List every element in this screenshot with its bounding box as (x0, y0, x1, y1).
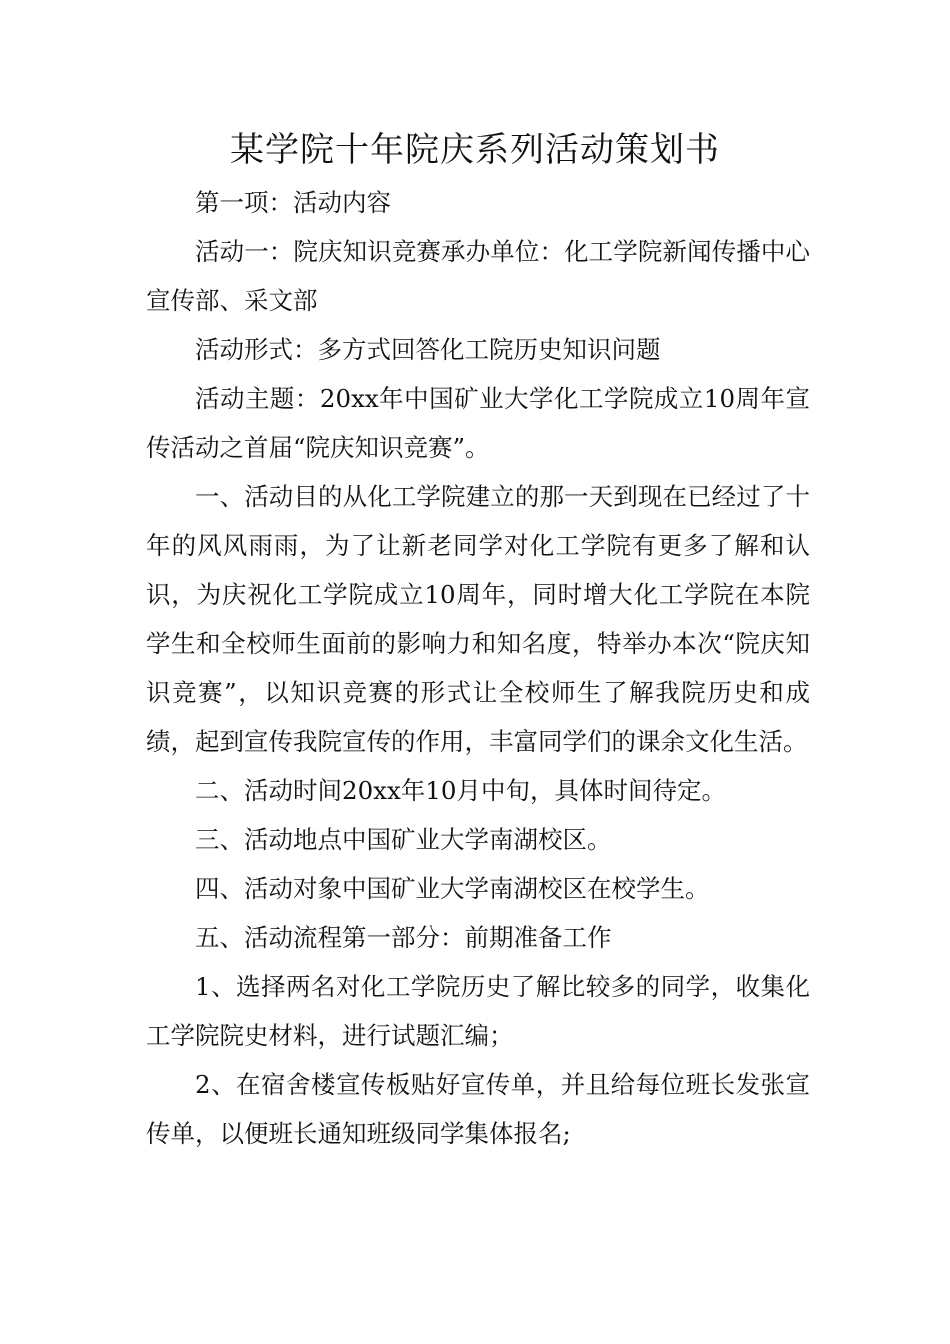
paragraph-activity-form: 活动形式：多方式回答化工院历史知识问题 (195, 335, 661, 364)
paragraph-step-1: 1、选择两名对化工学院历史了解比较多的同学，收集化工学院院史材料，进行试题汇编； (146, 972, 810, 1050)
paragraph-audience: 四、活动对象中国矿业大学南湖校区在校学生。 (195, 874, 710, 903)
paragraph-section-heading: 第一项：活动内容 (195, 188, 391, 217)
paragraph-activity-theme: 活动主题：20xx年中国矿业大学化工学院成立10周年宣传活动之首届“院庆知识竞赛”。 (146, 384, 810, 462)
document-title: 某学院十年院庆系列活动策划书 (230, 130, 720, 170)
paragraph-process: 五、活动流程第一部分：前期准备工作 (195, 923, 612, 952)
paragraph-step-2: 2、在宿舍楼宣传板贴好宣传单，并且给每位班长发张宣传单，以便班长通知班级同学集体报名; (146, 1070, 810, 1148)
paragraph-time: 二、活动时间20xx年10月中旬，具体时间待定。 (195, 776, 726, 805)
paragraph-purpose: 一、活动目的从化工学院建立的那一天到现在已经过了十年的风风雨雨，为了让新老同学对化工学院有更多了解和认识，为庆祝化工学院成立10周年，同时增大化工学院在本院学生和全校师生面前的影响力和知名度，特举办本次“院庆知识竞赛”，以知识竞赛的形式让全校师生了解我院历史和成绩，起到宣传我院宣传的作用，丰富同学们的课余文化生活。 (146, 482, 810, 756)
document-body (146, 178, 810, 1158)
paragraph-activity-one: 活动一：院庆知识竞赛承办单位：化工学院新闻传播中心宣传部、采文部 (146, 237, 810, 315)
paragraph-location: 三、活动地点中国矿业大学南湖校区。 (195, 825, 612, 854)
